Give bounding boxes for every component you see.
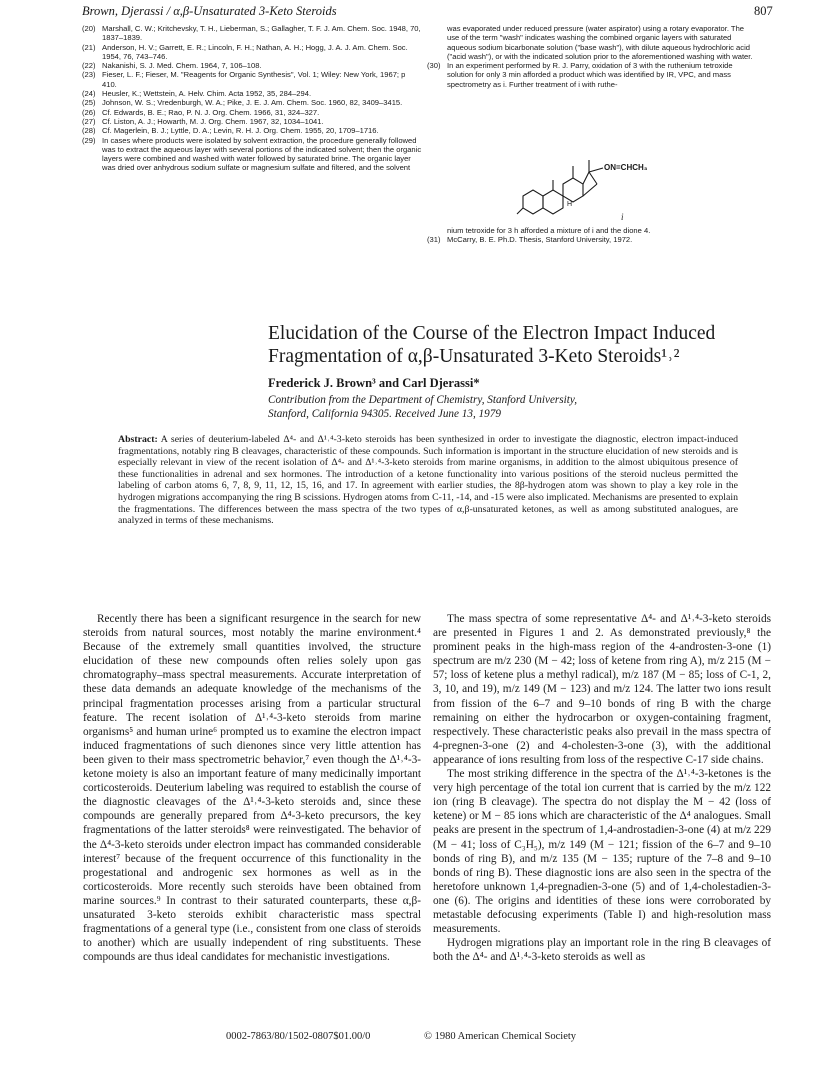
- reference-item: (22) Nakanishi, S. J. Med. Chem. 1964, 7, 106–108.: [82, 61, 262, 71]
- footer-copyright: © 1980 American Chemical Society: [424, 1031, 577, 1042]
- reference-item: (24) Heusler, K.; Wettstein, A. Helv. Chim. Acta 1952, 35, 284–294.: [82, 89, 312, 99]
- footer-code: 0002-7863/80/1502-0807$01.00/0: [226, 1031, 371, 1042]
- references-left-column: [82, 24, 422, 173]
- paragraph: The most striking difference in the spectra of the Δ¹˒⁴-3-ketones is the very high percentage of the total ion current that is carried by the m/z 122 ion (ring B cleavage). The spectra do not display the M − 42 (loss of ketene) or M − 85 ions which are characteristic of the Δ⁴ analogues. Small peaks are present in the spectrum of 1,4-androstadien-3-one (4) at m/z 229 (M − 41; loss of C₃H₅), m/z 149 (M − 121; fission of the 6–7 and 9–10 bonds of ring B), and m/z 135 (M − 135; rupture of the 7–8 and 9–10 bonds of ring B). These diagnostic ions are also seen in the spectra of the heretofore unknown 1,4-pregnadien-3-one (5) and of 1,4-cholestadien-3-one (6). The origins and identities of these ions were corroborated by metastable defocusing experiments (Table I) and high-resolution mass measurements.: [433, 768, 771, 936]
- body-right-column: [433, 612, 771, 964]
- page-number: 807: [754, 4, 773, 18]
- references-right-continued: [427, 226, 757, 245]
- references-right-column: [427, 24, 757, 89]
- reference-30: (30) In an experiment performed by R. J. Parry, oxidation of 3 with the ruthenium tetroxide solution for only 3 min afforded a product which was identified by IR, VPC, and mass spectrometry as i. Further treatment of i with ruthe-: [427, 61, 733, 89]
- body-left-column: [83, 612, 421, 964]
- article-title: Elucidation of the Course of the Electron Impact Induced Fragmentation of α,β-Unsaturated 3-Keto Steroids¹˒²: [268, 323, 716, 367]
- steroid-structure-i: [515, 154, 725, 220]
- reference-item: (21) Anderson, H. V.; Garrett, E. R.; Lincoln, F. H.; Nathan, A. H.; Hogg, J. A. J. Am. Chem. Soc. 1954, 76, 743–746.: [82, 42, 408, 61]
- structure-hydrogen-label: H: [567, 201, 573, 208]
- reference-item: (23) Fieser, L. F.; Fieser, M. "Reagents for Organic Synthesis", Vol. 1; Wiley: New York, 1967; p 410.: [82, 70, 406, 89]
- affiliation: Contribution from the Department of Chemistry, Stanford University, Stanford, California 94305. Received June 13, 1979: [268, 394, 577, 420]
- paragraph: The mass spectra of some representative Δ⁴- and Δ¹˒⁴-3-keto steroids are presented in Figures 1 and 2. As demonstrated previously,⁸ the prominent peaks in the high-mass region of the 4-androsten-3-one (1) spectrum are m/z 230 (M − 42; loss of ketene from ring A), m/z 215 (M − 57; loss of ketene plus a methyl radical), m/z 187 (M − 85; loss of C-1, 2, 3, 10, and 19), m/z 149 (M − 123) and m/z 124. The latter two ions result from fission of the 6–7 and 9–10 bonds of ring B with the charge remaining on either the hydrocarbon or oxygen-containing fragment, respectively. These characteristic peaks also prevail in the mass spectra of 4-pregnen-3-one (2) and 4-cholesten-3-one (3), with the additional appearance of ions resulting from loss of the respective C-17 side chains.: [433, 613, 771, 766]
- reference-item: (26) Cf. Edwards, B. E.; Rao, P. N. J. Org. Chem. 1966, 31, 324–327.: [82, 107, 320, 117]
- abstract-label: Abstract:: [118, 434, 158, 445]
- reference-29-continuation: was evaporated under reduced pressure (water aspirator) using a rotary evaporator. The use of the term "wash" indicates washing the combined organic layers with saturated aqueous sodium bicarbonate solution ("base wash"), with dilute aqueous hydrochloric acid ("acid wash"), or with the indicated solution prior to the aforementioned washing with water.: [447, 24, 753, 61]
- running-title: Brown, Djerassi / α,β-Unsaturated 3-Keto Steroids: [82, 4, 337, 18]
- reference-item: (25) Johnson, W. S.; Vredenburgh, W. A.; Pike, J. E. J. Am. Chem. Soc. 1960, 82, 3409–3415.: [82, 98, 403, 108]
- abstract-text: A series of deuterium-labeled Δ⁴- and Δ¹˒⁴-3-keto steroids has been synthesized in order to investigate the diagnostic, electron impact-induced fragmentations, notably ring B cleavages, characteristic of these compounds. Such information is important in the structure elucidation of new steroids and is especially relevant in view of the recent isolation of Δ⁴- and Δ¹˒⁴-3-keto steroids from marine organisms, in addition to the almost ubiquitous presence of these functionalities in adrenal and sex hormones. The introduction of a ketone functionality into various positions of the steroid nucleus permitted the labeling of carbon atoms 6, 7, 8, 9, 11, 12, 15, 16, and 17. In agreement with earlier studies, the 8β-hydrogen atom was shown to play a key role in the hydrogen migrations accompanying the ring B scissions. Hydrogen atoms from C-11, -14, and -15 were also implicated. Mechanisms are presented to explain the fragmentations. The differences between the mass spectra of the two types of α,β-unsaturated ketones, as well as among substituted analogues, are analyzed in terms of these mechanisms.: [118, 434, 738, 527]
- authors: Frederick J. Brown³ and Carl Djerassi*: [268, 376, 480, 390]
- paragraph: Hydrogen migrations play an important role in the ring B cleavages of both the Δ⁴- and Δ¹˒⁴-3-keto steroids as well as: [433, 937, 771, 964]
- reference-item: (20) Marshall, C. W.; Kritchevsky, T. H., Lieberman, S.; Gallagher, T. F. J. Am. Chem. Soc. 1948, 70, 1837–1839.: [82, 24, 421, 43]
- structure-compound-label: i: [621, 212, 624, 220]
- reference-item: (29) In cases where products were isolated by solvent extraction, the procedure generally followed was to extract the aqueous layer with several portions of the indicated solvent; then the organic layers were combined and washed with water followed by saturated brine. The organic layer was dried over anhydrous sodium sulfate or magnesium sulfate and filtered, and the solvent: [82, 135, 422, 173]
- reference-item: (27) Cf. Liston, A. J.; Howarth, M. J. Org. Chem. 1967, 32, 1034–1041.: [82, 116, 324, 126]
- reference-31: (31) McCarry, B. E. Ph.D. Thesis, Stanford University, 1972.: [427, 235, 633, 245]
- structure-substituent-label: ON=CHCH₃: [604, 163, 648, 172]
- reference-30-continuation: nium tetroxide for 3 h afforded a mixture of i and the dione 4.: [447, 226, 651, 235]
- reference-item: (28) Cf. Magerlein, B. J.; Lyttle, D. A.; Levin, R. H. J. Org. Chem. 1955, 20, 1709–1716.: [82, 126, 379, 136]
- abstract: [118, 434, 738, 527]
- paragraph: Recently there has been a significant resurgence in the search for new steroids from natural sources, most notably the marine environment.⁴ Because of the extremely small quantities involved, the structure elucidation of these new compounds often relies solely upon gas chromatography–mass spectral measurements. Accurate interpretation of these data demands an adequate knowledge of the mechanisms of the principal fragmentation processes arising from a particular structural feature. The recent isolation of Δ¹˒⁴-3-keto steroids from marine organisms⁵ and human urine⁶ prompted us to examine the electron impact induced fragmentations of such dienones since very little attention has been given to their mass spectrometric behavior,⁷ even though the Δ¹˒⁴-3-ketone moiety is also an important feature of many medicinally important corticosteroids. Deuterium labeling was required to establish the course of the diagnostic cleavages of the Δ¹˒⁴-3-keto steroids and, since these compounds are generally prepared from Δ⁴-3-keto precursors, the key fragmentations of the latter steroids⁸ were reinvestigated. The behavior of the Δ⁴-3-keto steroids under electron impact has commanded considerable interest⁷ because of the frequent occurrence of this functionality in the progestational and androgenic sex hormones as well as in the corticosteroids. More recently such steroids have been obtained from marine sources.⁹ In contrast to their saturated counterparts, these α,β-unsaturated 3-keto steroids exhibit characteristic mass spectral fragmentations of a general type (i.e., consistent from one class of steroids to another) which are usually independent of ring substituents. These compounds are thus ideal candidates for mechanistic investigations.: [83, 613, 421, 964]
